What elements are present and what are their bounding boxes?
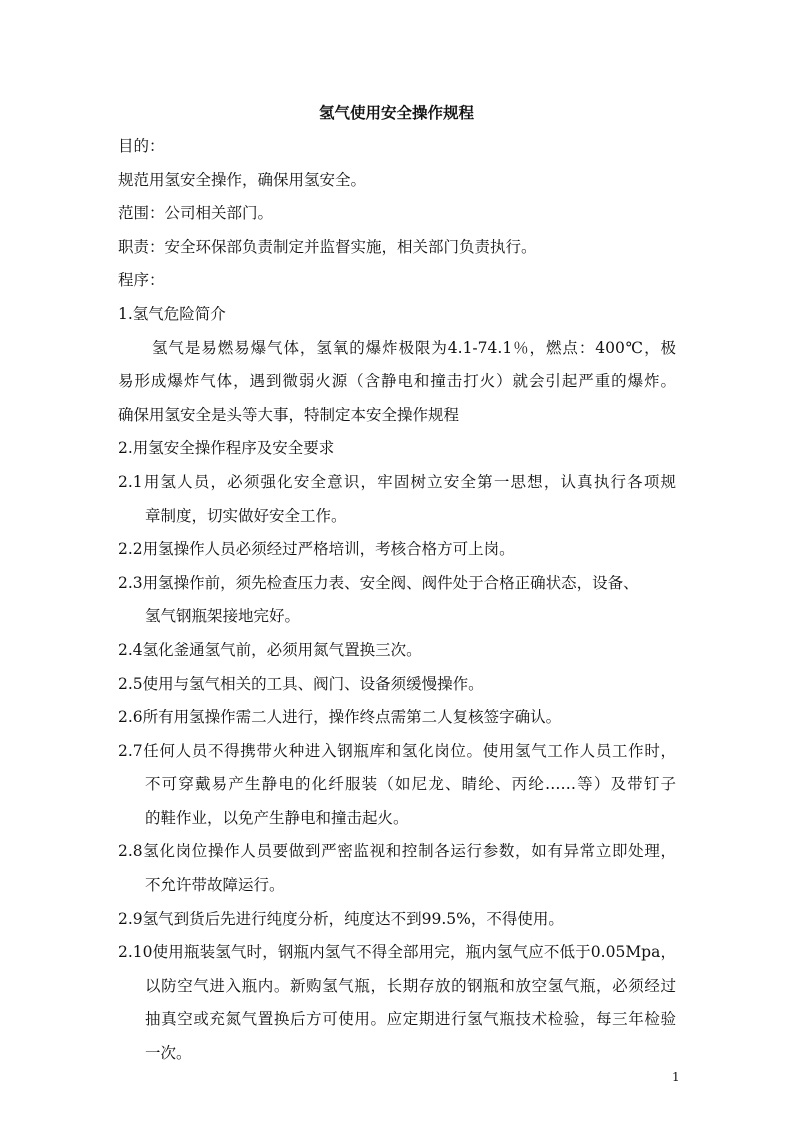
- text-line: 以防空气进入瓶内。新购氢气瓶，长期存放的钢瓶和放空氢气瓶，必须经过: [145, 976, 676, 995]
- text-line: 不可穿戴易产生静电的化纤服装（如尼龙、睛纶、丙纶……等）及带钉子: [145, 775, 676, 794]
- text-line: 2.6所有用氢操作需二人进行，操作终点需第二人复核签字确认。: [118, 708, 562, 727]
- text-line: 一次。: [145, 1044, 192, 1063]
- text-line: 程序：: [118, 271, 165, 290]
- text-line: 2.8氢化岗位操作人员要做到严密监视和控制各运行参数，如有异常立即处理，: [118, 842, 676, 861]
- text-line: 的鞋作业，以免产生静电和撞击起火。: [145, 808, 409, 827]
- text-line: 不允许带故障运行。: [145, 876, 285, 895]
- document-body: [118, 135, 676, 1076]
- text-line: 目的：: [118, 137, 165, 155]
- text-line: 2.5使用与氢气相关的工具、阀门、设备须缓慢操作。: [118, 674, 484, 693]
- page-number: 1: [672, 1070, 680, 1084]
- text-line: 1.氢气危险简介: [118, 304, 226, 323]
- text-line: 规范用氢安全操作，确保用氢安全。: [118, 170, 367, 189]
- text-line: 2.2用氢操作人员必须经过严格培训，考核合格方可上岗。: [118, 540, 515, 559]
- text-line: 易形成爆炸气体，遇到微弱火源（含静电和撞击打火）就会引起严重的爆炸。: [118, 372, 676, 391]
- text-line: 职责：安全环保部负责制定并监督实施，相关部门负责执行。: [118, 237, 537, 256]
- text-line: 氢气钢瓶架接地完好。: [145, 607, 301, 626]
- text-line: 2.7任何人员不得携带火种进入钢瓶库和氢化岗位。使用氢气工作人员工作时，: [118, 741, 676, 760]
- text-line: 2.3用氢操作前，须先检查压力表、安全阀、阀件处于合格正确状态，设备、: [118, 573, 639, 592]
- document-title: 氢气使用安全操作规程: [318, 103, 474, 122]
- text-line: 氢气是易燃易爆气体，氢氧的爆炸极限为4.1-74.1％，燃点：400℃，极: [152, 338, 676, 357]
- text-line: 确保用氢安全是头等大事，特制定本安全操作规程: [118, 405, 460, 424]
- text-line: 2.1用氢人员，必须强化安全意识，牢固树立安全第一思想，认真执行各项规: [118, 472, 676, 491]
- text-line: 2.10使用瓶装氢气时，钢瓶内氢气不得全部用完，瓶内氢气应不低于0.05Mpa，: [118, 943, 676, 962]
- text-line: 范围：公司相关部门。: [118, 204, 274, 223]
- text-line: 2.用氢安全操作程序及安全要求: [118, 439, 335, 458]
- text-line: 抽真空或充氮气置换后方可使用。应定期进行氢气瓶技术检验，每三年检验: [145, 1010, 676, 1029]
- text-line: 2.4氢化釜通氢气前，必须用氮气置换三次。: [118, 640, 422, 659]
- text-line: 章制度，切实做好安全工作。: [145, 506, 347, 525]
- text-line: 2.9氢气到货后先进行纯度分析，纯度达不到99.5%，不得使用。: [118, 909, 564, 928]
